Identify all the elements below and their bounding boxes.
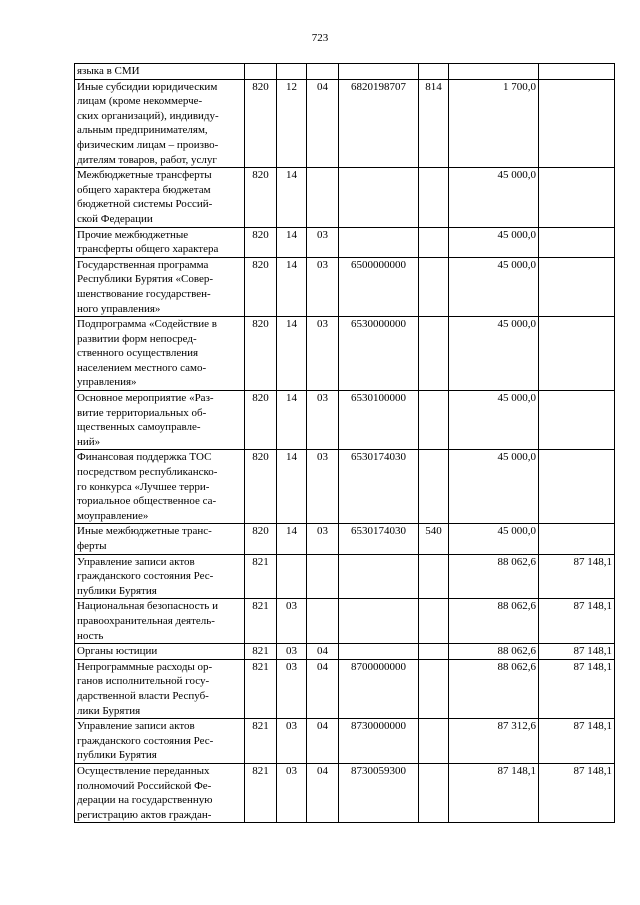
- ministry-code-cell: [245, 317, 277, 391]
- name-text: Иные субсидии юридическим лицам (кроме некоммерче- ских организаций), индивиду- альным предпринимателям, физическим лицам – произво- дителям товаров, работ, услуг: [77, 80, 219, 166]
- table-row: [75, 227, 615, 257]
- name-cell: [75, 599, 245, 644]
- table-row: [75, 79, 615, 168]
- amount-year2-cell: [539, 599, 615, 644]
- target-article-cell: [339, 599, 419, 644]
- section-code-text: 14: [286, 169, 297, 182]
- name-cell: [75, 79, 245, 168]
- target-article-cell: [339, 391, 419, 450]
- amount-year1-cell: [449, 524, 539, 554]
- ministry-code-text: 820: [252, 451, 269, 464]
- name-text: Прочие межбюджетные трансферты общего характера: [77, 228, 219, 256]
- name-cell: [75, 64, 245, 80]
- subsection-code-cell: [307, 79, 339, 168]
- ministry-code-cell: [245, 554, 277, 599]
- expense-type-cell: [419, 659, 449, 718]
- section-code-text: 14: [286, 228, 297, 241]
- subsection-code-cell: [307, 644, 339, 660]
- amount-year1-text: 87 312,6: [497, 720, 536, 733]
- target-article-text: 6500000000: [351, 258, 406, 271]
- ministry-code-text: 820: [252, 228, 269, 241]
- amount-year1-text: 45 000,0: [497, 392, 536, 405]
- table-row: [75, 719, 615, 764]
- section-code-text: 12: [286, 80, 297, 93]
- ministry-code-text: 821: [252, 764, 269, 777]
- section-code-cell: [277, 227, 307, 257]
- expense-type-cell: [419, 719, 449, 764]
- target-article-text: 6530000000: [351, 318, 406, 331]
- section-code-cell: [277, 64, 307, 80]
- ministry-code-cell: [245, 524, 277, 554]
- name-cell: [75, 644, 245, 660]
- amount-year1-text: 45 000,0: [497, 169, 536, 182]
- section-code-cell: [277, 317, 307, 391]
- table-row: [75, 257, 615, 316]
- expense-type-cell: [419, 554, 449, 599]
- target-article-text: 6530174030: [351, 525, 406, 538]
- expense-type-cell: [419, 168, 449, 227]
- ministry-code-cell: [245, 450, 277, 524]
- subsection-code-text: 03: [317, 318, 328, 331]
- target-article-text: 6820198707: [351, 80, 406, 93]
- subsection-code-text: 03: [317, 258, 328, 271]
- expense-type-cell: [419, 317, 449, 391]
- table-row: [75, 391, 615, 450]
- amount-year2-text: 87 148,1: [573, 645, 612, 658]
- section-code-cell: [277, 450, 307, 524]
- amount-year1-cell: [449, 763, 539, 822]
- target-article-cell: [339, 659, 419, 718]
- section-code-cell: [277, 257, 307, 316]
- target-article-cell: [339, 257, 419, 316]
- amount-year1-cell: [449, 450, 539, 524]
- target-article-cell: [339, 524, 419, 554]
- ministry-code-cell: [245, 719, 277, 764]
- amount-year1-text: 88 062,6: [497, 600, 536, 613]
- section-code-text: 14: [286, 318, 297, 331]
- expense-type-text: 540: [425, 525, 442, 538]
- table-row: [75, 168, 615, 227]
- ministry-code-cell: [245, 64, 277, 80]
- amount-year1-text: 88 062,6: [497, 660, 536, 673]
- section-code-text: 14: [286, 451, 297, 464]
- expense-type-cell: [419, 524, 449, 554]
- amount-year1-cell: [449, 168, 539, 227]
- table-row: [75, 644, 615, 660]
- section-code-cell: [277, 391, 307, 450]
- target-article-text: 6530100000: [351, 392, 406, 405]
- name-cell: [75, 554, 245, 599]
- amount-year2-cell: [539, 64, 615, 80]
- table-row: [75, 524, 615, 554]
- ministry-code-cell: [245, 599, 277, 644]
- amount-year1-cell: [449, 317, 539, 391]
- amount-year2-cell: [539, 257, 615, 316]
- ministry-code-text: 820: [252, 318, 269, 331]
- amount-year1-text: 45 000,0: [497, 258, 536, 271]
- ministry-code-text: 821: [252, 720, 269, 733]
- ministry-code-cell: [245, 257, 277, 316]
- name-text: Национальная безопасность и правоохранительная деятель- ность: [77, 600, 218, 642]
- subsection-code-cell: [307, 554, 339, 599]
- subsection-code-text: 03: [317, 228, 328, 241]
- target-article-text: 6530174030: [351, 451, 406, 464]
- section-code-cell: [277, 79, 307, 168]
- target-article-cell: [339, 64, 419, 80]
- ministry-code-cell: [245, 659, 277, 718]
- section-code-cell: [277, 524, 307, 554]
- ministry-code-text: 821: [252, 660, 269, 673]
- section-code-text: 14: [286, 258, 297, 271]
- table-row: [75, 64, 615, 80]
- ministry-code-cell: [245, 644, 277, 660]
- amount-year1-text: 88 062,6: [497, 555, 536, 568]
- amount-year2-cell: [539, 227, 615, 257]
- target-article-cell: [339, 168, 419, 227]
- ministry-code-text: 820: [252, 169, 269, 182]
- amount-year2-cell: [539, 719, 615, 764]
- amount-year1-cell: [449, 719, 539, 764]
- amount-year1-cell: [449, 227, 539, 257]
- amount-year2-cell: [539, 168, 615, 227]
- ministry-code-cell: [245, 763, 277, 822]
- ministry-code-text: 821: [252, 600, 269, 613]
- name-text: Осуществление переданных полномочий Российской Фе- дерации на государственную регистрацию актов граждан-: [77, 764, 213, 821]
- expense-type-cell: [419, 79, 449, 168]
- name-text: Органы юстиции: [77, 645, 158, 658]
- amount-year1-cell: [449, 391, 539, 450]
- name-cell: [75, 659, 245, 718]
- ministry-code-cell: [245, 227, 277, 257]
- name-cell: [75, 450, 245, 524]
- target-article-cell: [339, 719, 419, 764]
- amount-year2-cell: [539, 524, 615, 554]
- amount-year2-cell: [539, 554, 615, 599]
- section-code-text: 14: [286, 392, 297, 405]
- name-text: Межбюджетные трансферты общего характера бюджетам бюджетной системы Россий- ской Федерации: [77, 169, 213, 225]
- amount-year2-cell: [539, 659, 615, 718]
- name-cell: [75, 719, 245, 764]
- amount-year1-cell: [449, 644, 539, 660]
- section-code-text: 03: [286, 660, 297, 673]
- section-code-text: 03: [286, 720, 297, 733]
- amount-year1-cell: [449, 257, 539, 316]
- amount-year1-cell: [449, 554, 539, 599]
- name-text: языка в СМИ: [77, 65, 140, 77]
- subsection-code-cell: [307, 391, 339, 450]
- expense-type-cell: [419, 450, 449, 524]
- subsection-code-text: 04: [317, 80, 328, 93]
- expense-type-text: 814: [425, 80, 442, 93]
- amount-year2-cell: [539, 317, 615, 391]
- amount-year2-cell: [539, 450, 615, 524]
- ministry-code-cell: [245, 168, 277, 227]
- expense-type-cell: [419, 64, 449, 80]
- subsection-code-text: 04: [317, 764, 328, 777]
- expense-type-cell: [419, 227, 449, 257]
- table-row: [75, 659, 615, 718]
- name-cell: [75, 168, 245, 227]
- subsection-code-cell: [307, 599, 339, 644]
- section-code-cell: [277, 644, 307, 660]
- section-code-cell: [277, 554, 307, 599]
- amount-year1-text: 45 000,0: [497, 228, 536, 241]
- amount-year1-text: 88 062,6: [497, 645, 536, 658]
- subsection-code-text: 04: [317, 645, 328, 658]
- amount-year2-text: 87 148,1: [573, 660, 612, 673]
- amount-year2-cell: [539, 644, 615, 660]
- expense-type-cell: [419, 763, 449, 822]
- amount-year2-text: 87 148,1: [573, 720, 612, 733]
- name-cell: [75, 763, 245, 822]
- subsection-code-cell: [307, 257, 339, 316]
- name-cell: [75, 227, 245, 257]
- target-article-cell: [339, 763, 419, 822]
- section-code-cell: [277, 719, 307, 764]
- subsection-code-text: 03: [317, 451, 328, 464]
- subsection-code-cell: [307, 659, 339, 718]
- amount-year2-cell: [539, 763, 615, 822]
- subsection-code-text: 04: [317, 660, 328, 673]
- target-article-cell: [339, 644, 419, 660]
- ministry-code-text: 821: [252, 555, 269, 568]
- amount-year1-text: 45 000,0: [497, 318, 536, 331]
- amount-year2-cell: [539, 79, 615, 168]
- subsection-code-cell: [307, 168, 339, 227]
- section-code-text: 03: [286, 645, 297, 658]
- ministry-code-text: 820: [252, 258, 269, 271]
- target-article-text: 8730059300: [351, 764, 406, 777]
- budget-table-body: [75, 64, 615, 823]
- expense-type-cell: [419, 257, 449, 316]
- table-row: [75, 450, 615, 524]
- amount-year1-cell: [449, 599, 539, 644]
- subsection-code-text: 03: [317, 525, 328, 538]
- ministry-code-text: 820: [252, 392, 269, 405]
- target-article-cell: [339, 450, 419, 524]
- expense-type-cell: [419, 391, 449, 450]
- target-article-text: 8700000000: [351, 660, 406, 673]
- section-code-cell: [277, 659, 307, 718]
- name-cell: [75, 391, 245, 450]
- table-row: [75, 317, 615, 391]
- section-code-text: 03: [286, 600, 297, 613]
- subsection-code-text: 03: [317, 392, 328, 405]
- ministry-code-cell: [245, 79, 277, 168]
- amount-year1-text: 45 000,0: [497, 525, 536, 538]
- amount-year1-cell: [449, 64, 539, 80]
- name-text: Иные межбюджетные транс- ферты: [77, 525, 212, 552]
- budget-table: [74, 63, 615, 823]
- ministry-code-text: 820: [252, 525, 269, 538]
- name-text: Управление записи актов гражданского состояния Рес- публики Бурятия: [77, 555, 214, 597]
- amount-year1-text: 1 700,0: [503, 80, 536, 93]
- table-row: [75, 763, 615, 822]
- name-text: Финансовая поддержка ТОС посредством республиканско- го конкурса «Лучшее терри- ториальное общественное са- моуправление»: [77, 451, 218, 522]
- amount-year1-cell: [449, 659, 539, 718]
- name-cell: [75, 524, 245, 554]
- table-row: [75, 554, 615, 599]
- section-code-text: 03: [286, 764, 297, 777]
- name-text: Основное мероприятие «Раз- витие территориальных об- щественных самоуправле- ний»: [77, 392, 214, 448]
- section-code-cell: [277, 763, 307, 822]
- subsection-code-cell: [307, 524, 339, 554]
- name-text: Непрограммные расходы ор- ганов исполнительной госу- дарственной власти Респуб- лики Бурятия: [77, 660, 213, 717]
- subsection-code-text: 04: [317, 720, 328, 733]
- table-row: [75, 599, 615, 644]
- target-article-cell: [339, 317, 419, 391]
- target-article-cell: [339, 554, 419, 599]
- subsection-code-cell: [307, 64, 339, 80]
- amount-year2-text: 87 148,1: [573, 600, 612, 613]
- section-code-cell: [277, 168, 307, 227]
- subsection-code-cell: [307, 763, 339, 822]
- name-text: Управление записи актов гражданского состояния Рес- публики Бурятия: [77, 720, 214, 762]
- page-number: 723: [311, 32, 329, 44]
- amount-year1-text: 45 000,0: [497, 451, 536, 464]
- name-text: Государственная программа Республики Бурятия «Совер- шенствование государствен- ного управления»: [77, 258, 214, 315]
- amount-year1-cell: [449, 79, 539, 168]
- name-cell: [75, 257, 245, 316]
- subsection-code-cell: [307, 450, 339, 524]
- amount-year1-text: 87 148,1: [497, 764, 536, 777]
- ministry-code-cell: [245, 391, 277, 450]
- section-code-cell: [277, 599, 307, 644]
- ministry-code-text: 821: [252, 645, 269, 658]
- amount-year2-cell: [539, 391, 615, 450]
- ministry-code-text: 820: [252, 80, 269, 93]
- target-article-text: 8730000000: [351, 720, 406, 733]
- target-article-cell: [339, 79, 419, 168]
- expense-type-cell: [419, 644, 449, 660]
- name-cell: [75, 317, 245, 391]
- target-article-cell: [339, 227, 419, 257]
- subsection-code-cell: [307, 719, 339, 764]
- name-text: Подпрограмма «Содействие в развитии форм непосред- ственного осуществления населением местного само- управления»: [77, 318, 217, 389]
- subsection-code-cell: [307, 317, 339, 391]
- amount-year2-text: 87 148,1: [573, 764, 612, 777]
- subsection-code-cell: [307, 227, 339, 257]
- section-code-text: 14: [286, 525, 297, 538]
- expense-type-cell: [419, 599, 449, 644]
- amount-year2-text: 87 148,1: [573, 555, 612, 568]
